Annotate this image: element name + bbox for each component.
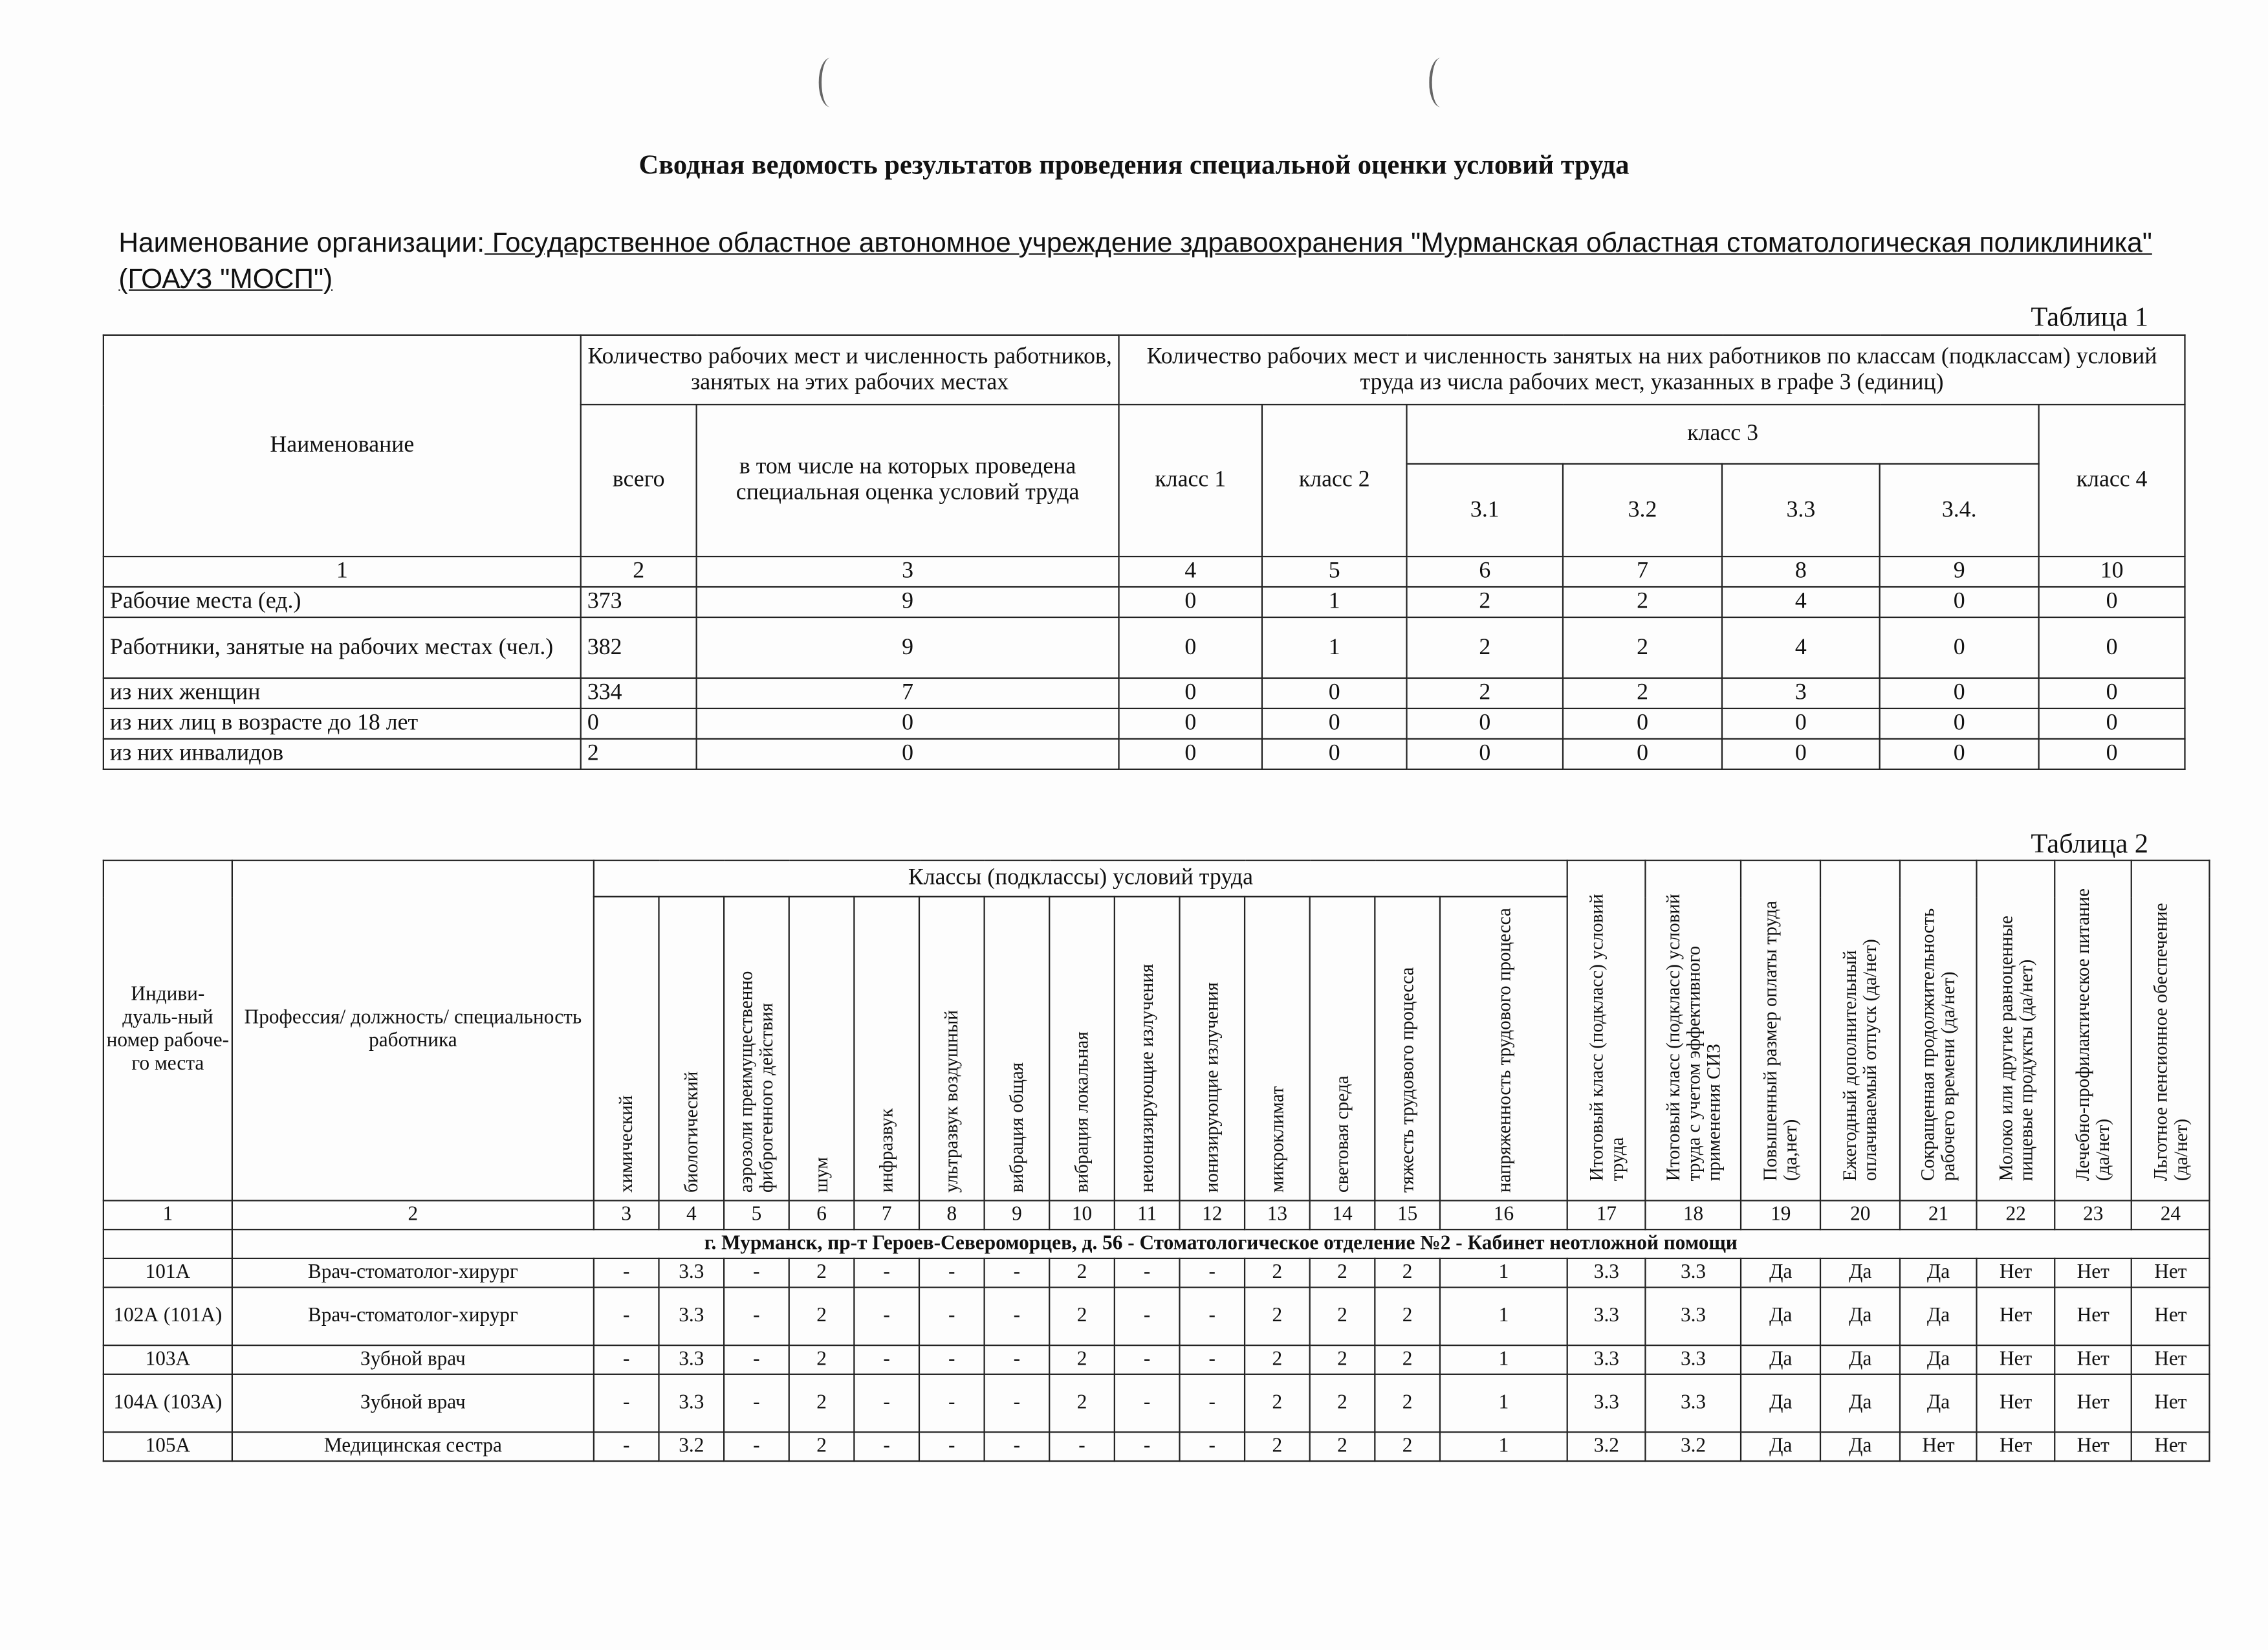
t2-header-summary-1	[1646, 861, 1741, 1201]
t1-colnum: 2	[581, 556, 697, 587]
t1-cell: 334	[581, 678, 697, 709]
t2-colnum: 4	[659, 1200, 724, 1229]
t1-cell: 0	[697, 739, 1119, 769]
t2-cell: 2	[1375, 1432, 1440, 1461]
t1-cell: 0	[1407, 739, 1563, 769]
t2-summary-label: Лечебно-профилактическое питание (да/нет)	[2071, 887, 2114, 1181]
t2-row-id: 102А (101А)	[104, 1288, 232, 1345]
t2-cell: -	[594, 1345, 659, 1374]
t1-cell: 0	[1722, 739, 1880, 769]
t2-factor-header	[789, 897, 855, 1201]
t2-cell: Нет	[2132, 1259, 2210, 1288]
t2-header-summary-2	[1741, 861, 1820, 1201]
t2-cell: 2	[789, 1432, 855, 1461]
t1-row	[104, 617, 2185, 678]
t2-cell: -	[1179, 1345, 1245, 1374]
t2-cell: 2	[789, 1374, 855, 1432]
t2-factor-header	[1179, 897, 1245, 1201]
t2-colnum: 24	[2132, 1200, 2210, 1229]
t2-row-id: 105А	[104, 1432, 232, 1461]
t2-cell: -	[1115, 1288, 1180, 1345]
t1-header-assessed: в том числе на которых проведена специальная оценка условий труда	[697, 404, 1119, 556]
t2-cell: 3.3	[659, 1374, 724, 1432]
organization-name: Государственное областное автономное учреждение здравоохранения "Мурманская областная стоматологическая поликлиника" (ГОАУЗ "МОСП")	[118, 228, 2152, 296]
t1-cell: 0	[2039, 587, 2185, 617]
t1-colnum: 1	[104, 556, 581, 587]
t1-colnum: 8	[1722, 556, 1880, 587]
t1-colnum: 3	[697, 556, 1119, 587]
t2-cell: -	[594, 1259, 659, 1288]
t2-cell: -	[724, 1259, 789, 1288]
t2-row-profession: Врач-стоматолог-хирург	[232, 1259, 594, 1288]
t2-colnum: 17	[1567, 1200, 1646, 1229]
t2-factor-header	[1440, 897, 1567, 1201]
t1-cell: 0	[581, 709, 697, 739]
t1-header-class4: класс 4	[2039, 404, 2185, 556]
t2-cell: -	[594, 1374, 659, 1432]
t2-cell: 2	[1310, 1259, 1375, 1288]
t1-row	[104, 678, 2185, 709]
t2-cell: Нет	[2132, 1374, 2210, 1432]
t1-colnum: 9	[1880, 556, 2039, 587]
t2-cell: -	[594, 1288, 659, 1345]
t2-cell: Да	[1820, 1288, 1900, 1345]
t2-factor-label: шум	[810, 1157, 832, 1193]
t2-colnum: 14	[1310, 1200, 1375, 1229]
t1-cell: 9	[697, 587, 1119, 617]
t2-header-summary-6	[2055, 861, 2132, 1201]
t2-factor-header	[1115, 897, 1180, 1201]
t2-header-summary-5	[1977, 861, 2055, 1201]
t1-cell: 373	[581, 587, 697, 617]
hole-punch-mark-left	[819, 58, 842, 107]
t2-cell: Да	[1741, 1432, 1820, 1461]
t2-row	[104, 1288, 2210, 1345]
t2-cell: Нет	[2055, 1259, 2132, 1288]
t2-cell: -	[854, 1345, 919, 1374]
t1-row-name: из них инвалидов	[104, 739, 581, 769]
table1-summary	[103, 335, 2186, 770]
t1-row-name: из них лиц в возрасте до 18 лет	[104, 709, 581, 739]
t2-cell: -	[1115, 1374, 1180, 1432]
t2-factor-label: инфразвук	[875, 1108, 897, 1193]
t2-cell: 2	[1310, 1432, 1375, 1461]
t2-row-id: 104А (103А)	[104, 1374, 232, 1432]
t1-row-name: из них женщин	[104, 678, 581, 709]
t1-colnum: 7	[1563, 556, 1722, 587]
t1-header-3-2: 3.2	[1563, 464, 1722, 556]
t2-cell: Да	[1900, 1374, 1977, 1432]
t1-header-total: всего	[581, 404, 697, 556]
t1-cell: 0	[1119, 709, 1262, 739]
t2-cell: 3.3	[1646, 1374, 1741, 1432]
t1-header-3-1: 3.1	[1407, 464, 1563, 556]
t2-cell: Нет	[1900, 1432, 1977, 1461]
t2-cell: -	[919, 1432, 985, 1461]
t2-cell: -	[919, 1374, 985, 1432]
t2-cell: 2	[1245, 1288, 1310, 1345]
t2-cell: -	[985, 1345, 1050, 1374]
t2-cell: 3.3	[1567, 1288, 1646, 1345]
t2-factor-header	[854, 897, 919, 1201]
t2-colnum: 1	[104, 1200, 232, 1229]
t2-colnum: 13	[1245, 1200, 1310, 1229]
document-title: Сводная ведомость результатов проведения специальной оценки условий труда	[638, 150, 1630, 181]
t2-factor-label: вибрация общая	[1005, 1062, 1027, 1193]
t1-cell: 3	[1722, 678, 1880, 709]
t2-factor-label: световая среда	[1331, 1075, 1353, 1193]
t2-cell: 1	[1440, 1259, 1567, 1288]
t2-cell: 2	[789, 1259, 855, 1288]
t2-cell: -	[1115, 1259, 1180, 1288]
t2-cell: 2	[1310, 1374, 1375, 1432]
t1-cell: 0	[1262, 678, 1407, 709]
t2-row-profession: Медицинская сестра	[232, 1432, 594, 1461]
t2-colnum: 11	[1115, 1200, 1180, 1229]
t1-colnum: 10	[2039, 556, 2185, 587]
t2-cell: Нет	[2055, 1432, 2132, 1461]
t2-header-profession: Профессия/ должность/ специальность работника	[232, 861, 594, 1201]
t1-cell: 2	[1407, 587, 1563, 617]
t2-row-id: 101А	[104, 1259, 232, 1288]
t1-cell: 1	[1262, 617, 1407, 678]
t2-cell: -	[919, 1345, 985, 1374]
t1-colnum: 5	[1262, 556, 1407, 587]
t2-summary-label: Повышенный размер оплаты труда (да,нет)	[1759, 899, 1802, 1181]
t2-cell: -	[1115, 1432, 1180, 1461]
t2-cell: -	[724, 1374, 789, 1432]
t2-cell: Нет	[1977, 1374, 2055, 1432]
t2-summary-label: Молоко или другие равноценные пищевые продукты (да/нет)	[1994, 914, 2036, 1181]
t1-header-class1: класс 1	[1119, 404, 1262, 556]
t2-factor-label: неионизирующие излучения	[1135, 963, 1157, 1193]
t2-colnum: 19	[1741, 1200, 1820, 1229]
t2-cell: -	[854, 1259, 919, 1288]
table1-label: Таблица 1	[2031, 302, 2149, 333]
t2-cell: 3.3	[1646, 1288, 1741, 1345]
t1-cell: 0	[2039, 678, 2185, 709]
t2-row	[104, 1432, 2210, 1461]
t2-colnum: 9	[985, 1200, 1050, 1229]
t1-header-classes: Количество рабочих мест и численность занятых на них работников по классам (подклассам) условий труда из числа рабочих мест, указанных в графе 3 (единиц)	[1119, 335, 2185, 404]
t2-cell: -	[1179, 1288, 1245, 1345]
t2-factor-label: вибрация локальная	[1070, 1031, 1093, 1193]
t2-cell: Да	[1900, 1345, 1977, 1374]
t2-cell: 2	[1375, 1374, 1440, 1432]
t2-header-summary-7	[2132, 861, 2210, 1201]
t2-factor-header	[1375, 897, 1440, 1201]
t2-colnum: 10	[1049, 1200, 1115, 1229]
t2-row-profession: Зубной врач	[232, 1345, 594, 1374]
t2-colnum: 23	[2055, 1200, 2132, 1229]
organization-label: Наименование организации:	[118, 228, 485, 259]
t2-cell: -	[1179, 1432, 1245, 1461]
t1-column-numbers	[104, 556, 2185, 587]
t2-cell: -	[1115, 1345, 1180, 1374]
t2-cell: 3.3	[1567, 1345, 1646, 1374]
t2-cell: -	[1049, 1432, 1115, 1461]
t1-cell: 0	[1262, 709, 1407, 739]
t2-summary-label: Льготное пенсионное обеспечение (да/нет)	[2148, 902, 2191, 1181]
t2-cell: 2	[1049, 1259, 1115, 1288]
t2-cell: 1	[1440, 1374, 1567, 1432]
t2-factor-label: биологический	[679, 1071, 702, 1193]
t1-cell: 0	[1119, 739, 1262, 769]
t2-summary-label: Итоговый класс (подкласс) условий труда с учетом эффективного применения СИЗ	[1661, 893, 1724, 1181]
t1-cell: 0	[1722, 709, 1880, 739]
t2-cell: -	[985, 1432, 1050, 1461]
t1-cell: 1	[1262, 587, 1407, 617]
t2-cell: -	[854, 1432, 919, 1461]
t1-cell: 2	[1563, 617, 1722, 678]
t2-row-id: 103А	[104, 1345, 232, 1374]
t2-cell: 3.3	[659, 1259, 724, 1288]
t1-cell: 0	[2039, 617, 2185, 678]
t2-row	[104, 1259, 2210, 1288]
t2-cell: 2	[1245, 1259, 1310, 1288]
t1-cell: 0	[1880, 739, 2039, 769]
t2-cell: Да	[1741, 1345, 1820, 1374]
t2-cell: -	[985, 1288, 1050, 1345]
t2-factor-header	[1245, 897, 1310, 1201]
t2-colnum: 16	[1440, 1200, 1567, 1229]
t2-cell: 3.3	[1646, 1259, 1741, 1288]
t2-cell: 2	[1049, 1288, 1115, 1345]
t2-section-title: г. Мурманск, пр-т Героев-Североморцев, д. 56 - Стоматологическое отделение №2 - Кабинет неотложной помощи	[232, 1229, 2210, 1259]
t2-cell: Да	[1741, 1288, 1820, 1345]
t2-row-profession: Врач-стоматолог-хирург	[232, 1288, 594, 1345]
t2-cell: Да	[1741, 1374, 1820, 1432]
t2-summary-label: Ежегодный дополнительный оплачиваемый отпуск (да/нет)	[1838, 938, 1881, 1181]
table2-workplaces	[103, 860, 2210, 1462]
t2-colnum: 7	[854, 1200, 919, 1229]
t2-cell: 2	[1375, 1259, 1440, 1288]
t2-cell: 3.3	[1567, 1259, 1646, 1288]
t2-cell: Нет	[2132, 1288, 2210, 1345]
t1-cell: 2	[1407, 617, 1563, 678]
t2-cell: Нет	[2055, 1288, 2132, 1345]
t1-colnum: 6	[1407, 556, 1563, 587]
t2-cell: Да	[1820, 1345, 1900, 1374]
t2-cell: 2	[1310, 1345, 1375, 1374]
t1-cell: 0	[1880, 617, 2039, 678]
t2-factor-label: микроклимат	[1265, 1086, 1288, 1193]
t2-cell: Да	[1820, 1259, 1900, 1288]
t1-cell: 2	[1563, 587, 1722, 617]
t2-cell: -	[919, 1259, 985, 1288]
t2-colnum: 2	[232, 1200, 594, 1229]
t1-colnum: 4	[1119, 556, 1262, 587]
t1-cell: 0	[1880, 587, 2039, 617]
t2-cell: 3.2	[1646, 1432, 1741, 1461]
t2-cell: -	[1179, 1374, 1245, 1432]
t2-cell: 1	[1440, 1288, 1567, 1345]
t1-row	[104, 587, 2185, 617]
t1-cell: 2	[581, 739, 697, 769]
t2-factor-header	[1049, 897, 1115, 1201]
t2-factor-header	[919, 897, 985, 1201]
t2-cell: 2	[1049, 1374, 1115, 1432]
t1-cell: 0	[1563, 709, 1722, 739]
t1-header-class3: класс 3	[1407, 404, 2039, 464]
t2-cell: 3.3	[659, 1345, 724, 1374]
t2-cell: -	[1179, 1259, 1245, 1288]
t2-factor-label: ионизирующие излучения	[1200, 982, 1223, 1193]
t1-cell: 382	[581, 617, 697, 678]
t2-cell: -	[594, 1432, 659, 1461]
t2-cell: Да	[1820, 1374, 1900, 1432]
t1-row	[104, 739, 2185, 769]
t1-cell: 4	[1722, 617, 1880, 678]
t1-cell: 0	[1119, 678, 1262, 709]
t2-factor-header	[724, 897, 789, 1201]
t2-factor-header	[594, 897, 659, 1201]
t2-cell: 1	[1440, 1345, 1567, 1374]
t2-cell: Да	[1820, 1432, 1900, 1461]
t2-header-summary-3	[1820, 861, 1900, 1201]
hole-punch-mark-right	[1429, 58, 1452, 107]
t1-cell: 0	[1880, 678, 2039, 709]
t1-cell: 2	[1563, 678, 1722, 709]
t1-row	[104, 709, 2185, 739]
t2-cell: Нет	[2132, 1345, 2210, 1374]
t2-header-summary-0	[1567, 861, 1646, 1201]
t2-summary-label: Итоговый класс (подкласс) условий труда	[1584, 893, 1627, 1181]
t2-cell: 3.2	[1567, 1432, 1646, 1461]
t2-cell: 2	[1049, 1345, 1115, 1374]
t2-factor-label: напряженность трудового процесса	[1492, 908, 1514, 1193]
t2-cell: 2	[1245, 1345, 1310, 1374]
t1-cell: 0	[2039, 739, 2185, 769]
t1-header-count: Количество рабочих мест и численность работников, занятых на этих рабочих местах	[581, 335, 1119, 404]
t2-cell: 3.3	[1646, 1345, 1741, 1374]
t1-cell: 0	[1119, 587, 1262, 617]
t2-column-numbers	[104, 1200, 2210, 1229]
t2-cell: 3.3	[1567, 1374, 1646, 1432]
t2-cell: -	[985, 1259, 1050, 1288]
t2-header-id: Индиви-дуаль-ный номер рабоче-го места	[104, 861, 232, 1201]
t2-row	[104, 1374, 2210, 1432]
t2-cell: -	[724, 1432, 789, 1461]
t2-colnum: 3	[594, 1200, 659, 1229]
t2-cell: 2	[1310, 1288, 1375, 1345]
t2-summary-label: Сокращенная продолжительность рабочего времени (да/нет)	[1916, 907, 1959, 1181]
t1-header-3-4: 3.4.	[1880, 464, 2039, 556]
t2-cell: Да	[1900, 1259, 1977, 1288]
t2-colnum: 5	[724, 1200, 789, 1229]
t1-cell: 7	[697, 678, 1119, 709]
t2-factor-label: химический	[615, 1095, 637, 1193]
t2-colnum: 12	[1179, 1200, 1245, 1229]
t2-cell: -	[854, 1374, 919, 1432]
t2-cell: -	[724, 1288, 789, 1345]
t1-cell: 0	[1880, 709, 2039, 739]
t2-cell: Да	[1900, 1288, 1977, 1345]
t2-body	[104, 1259, 2210, 1461]
t2-colnum: 15	[1375, 1200, 1440, 1229]
organization-line	[118, 226, 2172, 298]
t2-cell: Нет	[1977, 1259, 2055, 1288]
t2-cell: Нет	[2132, 1432, 2210, 1461]
t1-header-name: Наименование	[104, 335, 581, 556]
t2-cell: Нет	[1977, 1345, 2055, 1374]
t2-cell: 2	[1245, 1374, 1310, 1432]
t2-cell: Нет	[1977, 1288, 2055, 1345]
t2-cell: 2	[789, 1345, 855, 1374]
t2-cell: 3.3	[659, 1288, 724, 1345]
t2-cell: -	[919, 1288, 985, 1345]
t1-row-name: Работники, занятые на рабочих местах (чел.)	[104, 617, 581, 678]
t2-section-spacer	[104, 1229, 232, 1259]
t1-body	[104, 587, 2185, 769]
t2-factor-header	[659, 897, 724, 1201]
t2-cell: 2	[1375, 1345, 1440, 1374]
t2-colnum: 6	[789, 1200, 855, 1229]
t2-cell: 2	[1245, 1432, 1310, 1461]
t1-cell: 0	[1563, 739, 1722, 769]
t2-colnum: 21	[1900, 1200, 1977, 1229]
t2-row-profession: Зубной врач	[232, 1374, 594, 1432]
t2-cell: -	[985, 1374, 1050, 1432]
t1-cell: 0	[1407, 709, 1563, 739]
t2-factor-label: аэрозоли преимущественно фиброгенного действия	[734, 971, 777, 1193]
t2-cell: 2	[789, 1288, 855, 1345]
t2-cell: -	[854, 1288, 919, 1345]
t1-cell: 0	[1262, 739, 1407, 769]
t1-cell: 0	[697, 709, 1119, 739]
t1-cell: 0	[1119, 617, 1262, 678]
t2-colnum: 8	[919, 1200, 985, 1229]
t2-colnum: 20	[1820, 1200, 1900, 1229]
t2-cell: Нет	[2055, 1345, 2132, 1374]
t1-header-class2: класс 2	[1262, 404, 1407, 556]
t2-cell: Нет	[2055, 1374, 2132, 1432]
t2-cell: Нет	[1977, 1432, 2055, 1461]
t2-factor-header	[985, 897, 1050, 1201]
t2-cell: Да	[1741, 1259, 1820, 1288]
t2-cell: -	[724, 1345, 789, 1374]
t1-cell: 4	[1722, 587, 1880, 617]
t2-factor-label: ультразвук воздушный	[940, 1010, 962, 1193]
t2-cell: 1	[1440, 1432, 1567, 1461]
table2-label: Таблица 2	[2031, 829, 2149, 860]
t2-cell: 2	[1375, 1288, 1440, 1345]
t1-cell: 2	[1407, 678, 1563, 709]
t2-colnum: 22	[1977, 1200, 2055, 1229]
t2-cell: 3.2	[659, 1432, 724, 1461]
t1-row-name: Рабочие места (ед.)	[104, 587, 581, 617]
t2-row	[104, 1345, 2210, 1374]
t1-cell: 9	[697, 617, 1119, 678]
t2-factor-label: тяжесть трудового процесса	[1395, 967, 1418, 1193]
t2-header-summary-4	[1900, 861, 1977, 1201]
t2-header-classes: Классы (подклассы) условий труда	[594, 861, 1567, 897]
t1-header-3-3: 3.3	[1722, 464, 1880, 556]
t2-colnum: 18	[1646, 1200, 1741, 1229]
t1-cell: 0	[2039, 709, 2185, 739]
t2-factor-header	[1310, 897, 1375, 1201]
